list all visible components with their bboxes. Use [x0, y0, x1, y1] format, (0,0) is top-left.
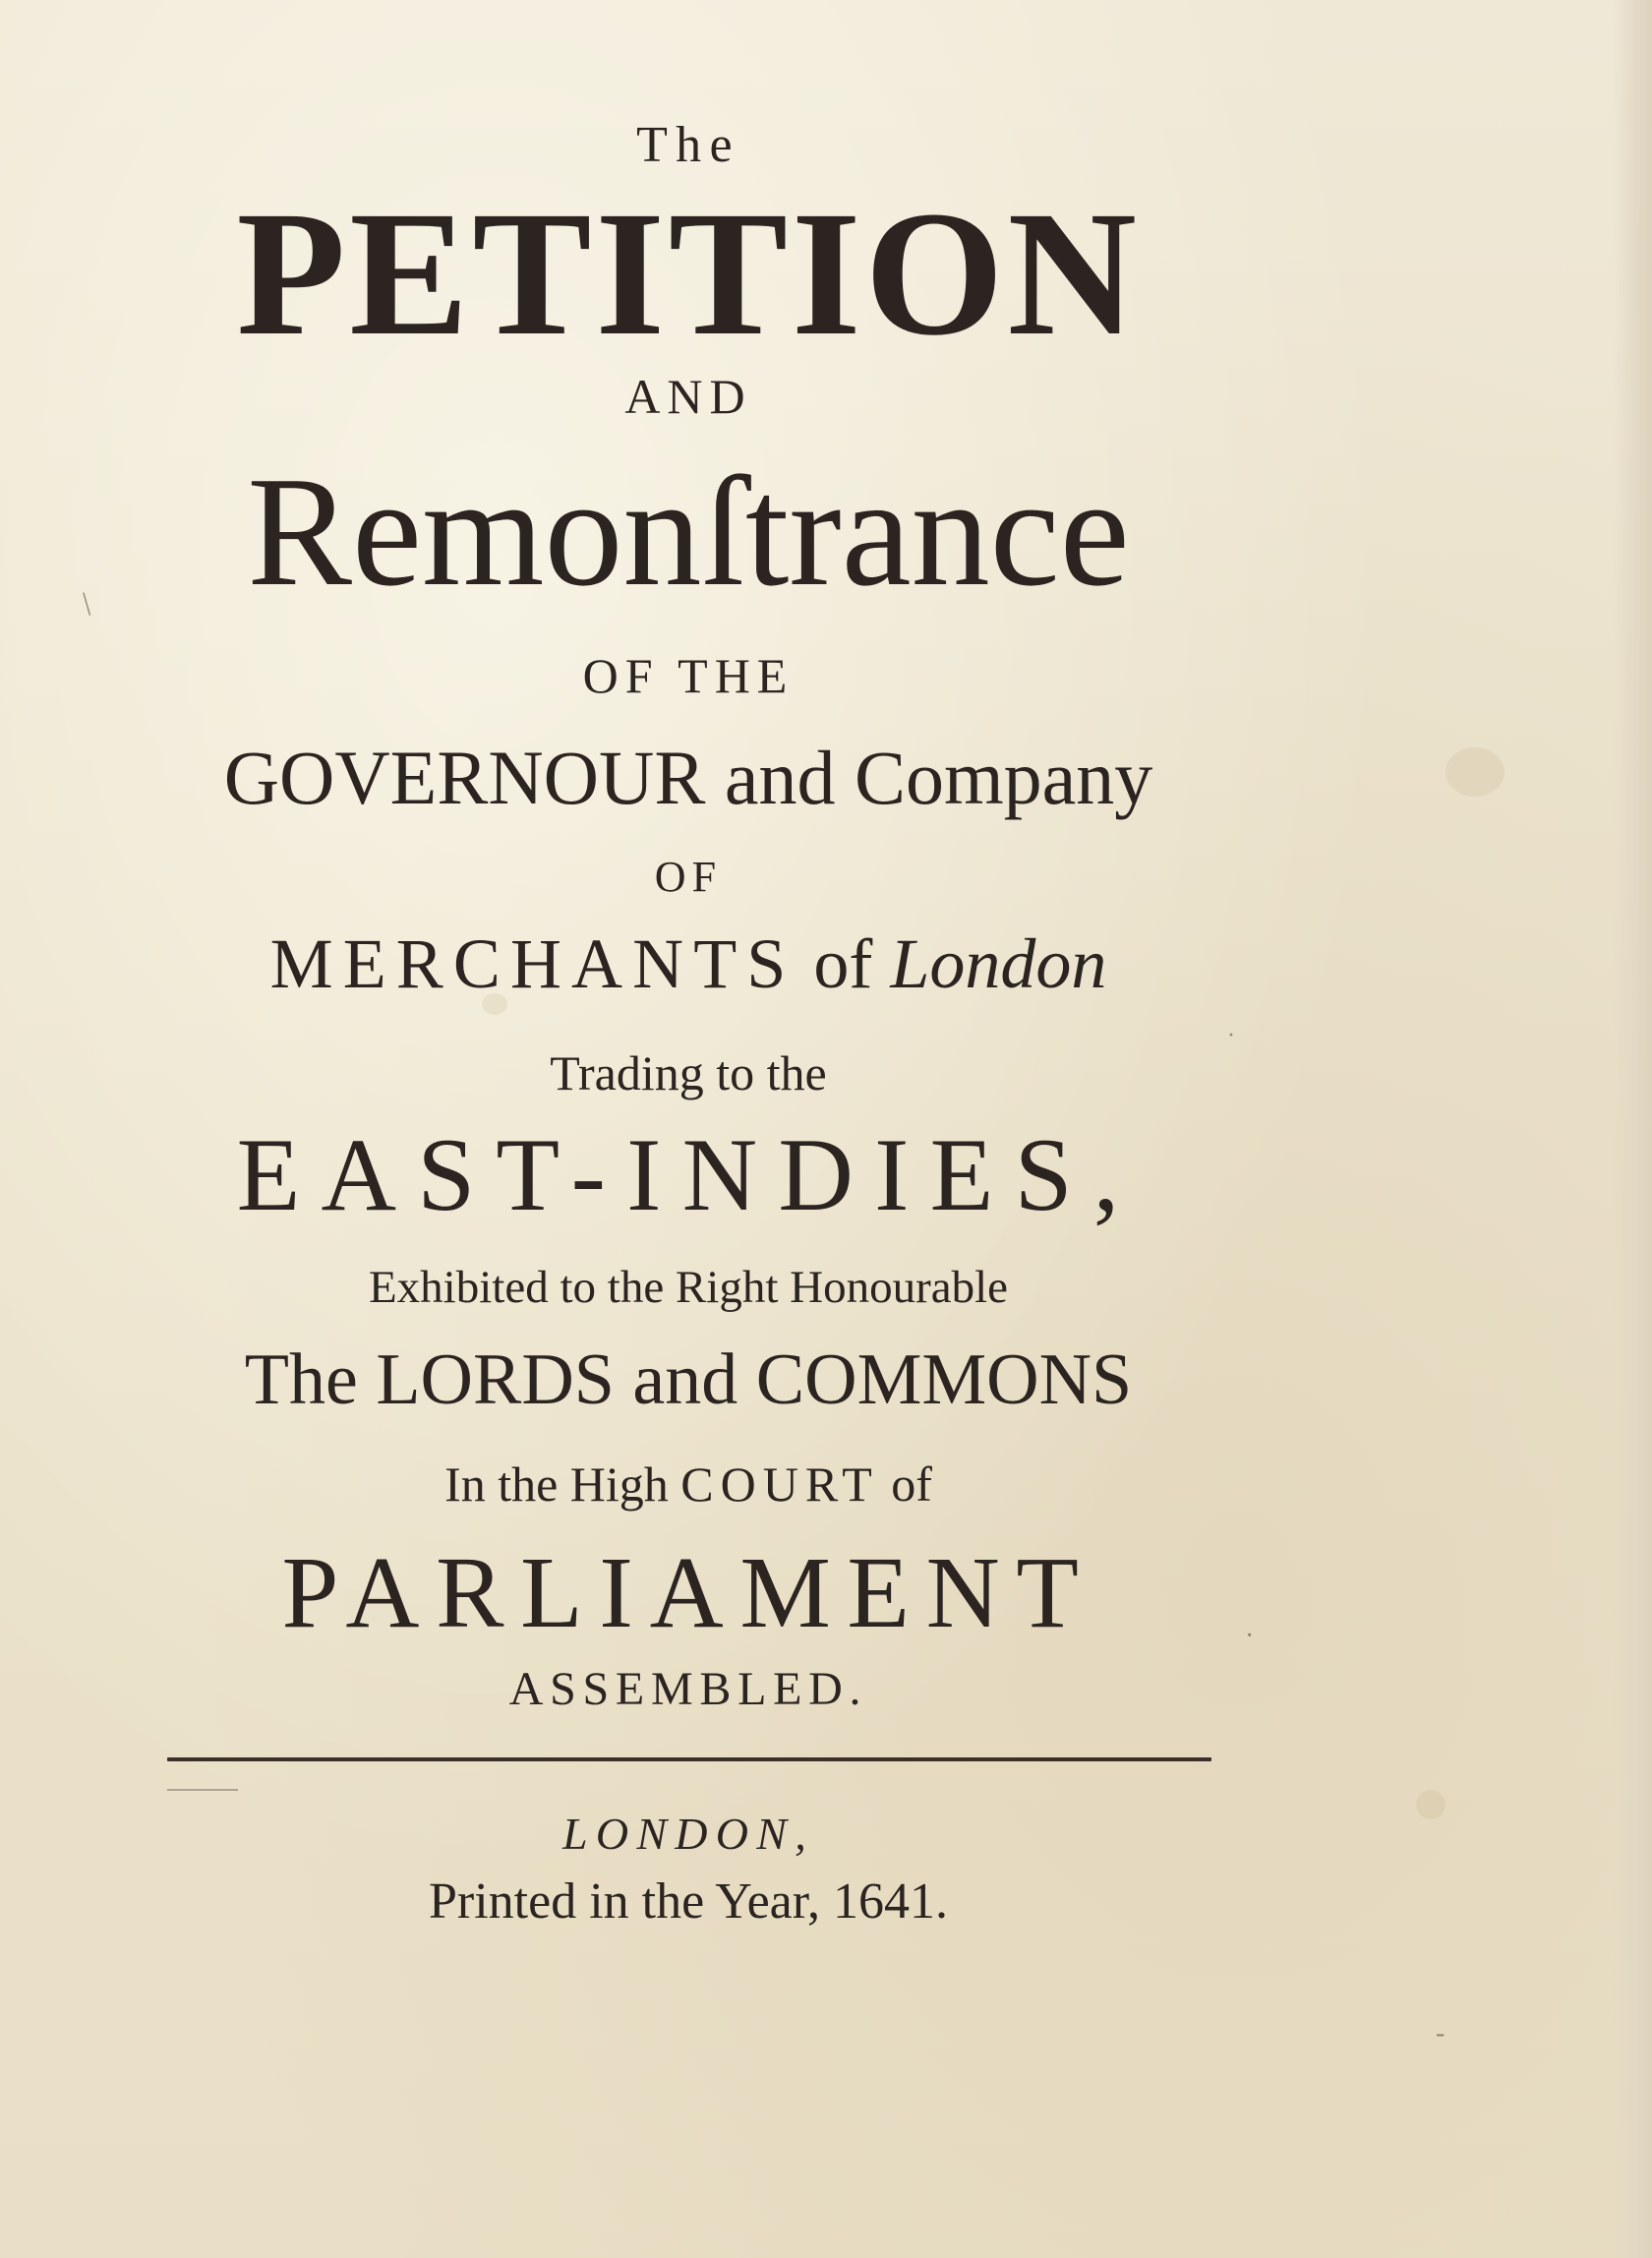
commons-word: COMMONS [755, 1339, 1133, 1420]
ink-speck: · [1227, 1023, 1235, 1048]
line-parliament: PARLIAMENT [281, 1536, 1095, 1649]
line-of-the: OF THE [582, 648, 795, 703]
line-assembled: ASSEMBLED. [508, 1663, 868, 1715]
ink-speck: - [1436, 2018, 1446, 2049]
ink-speck: · [1245, 1621, 1255, 1651]
and-company-words: and Company [724, 735, 1153, 820]
london-word: London [890, 924, 1107, 1003]
imprint-place: LONDON, [561, 1809, 815, 1859]
line-governour [0, 735, 1377, 820]
line-and: AND [624, 369, 752, 424]
of-court-word: of [891, 1456, 932, 1512]
and-word: and [632, 1339, 738, 1420]
merchants-word: MERCHANTS [269, 924, 796, 1003]
line-exhibited: Exhibited to the Right Honourable [368, 1262, 1009, 1313]
horizontal-rule [167, 1757, 1211, 1761]
paper-stain [1446, 747, 1504, 797]
line-east-indies: EAST-INDIES, [236, 1117, 1141, 1232]
the-word: The [244, 1339, 358, 1420]
in-the-high-words: In the High [444, 1456, 669, 1512]
line-merchants [0, 924, 1377, 1003]
paper-edge [1613, 0, 1652, 2258]
line-remonstrance: Remonſtrance [247, 444, 1130, 619]
imprint-printed: Printed in the Year, 1641. [429, 1873, 948, 1930]
line-in-the-high [0, 1456, 1377, 1513]
line-trading: Trading to the [550, 1045, 827, 1100]
ink-speck: / [72, 586, 101, 623]
line-petition: PETITION [236, 175, 1141, 373]
line-the: The [636, 117, 740, 173]
paper-stain [1416, 1790, 1446, 1819]
court-word: COURT [680, 1456, 879, 1512]
line-of: OF [654, 853, 723, 901]
line-lords-commons [0, 1339, 1377, 1420]
rule-underline [167, 1789, 238, 1791]
governour-word: GOVERNOUR [223, 735, 706, 820]
of-word: of [813, 924, 873, 1003]
lords-word: LORDS [376, 1339, 615, 1420]
